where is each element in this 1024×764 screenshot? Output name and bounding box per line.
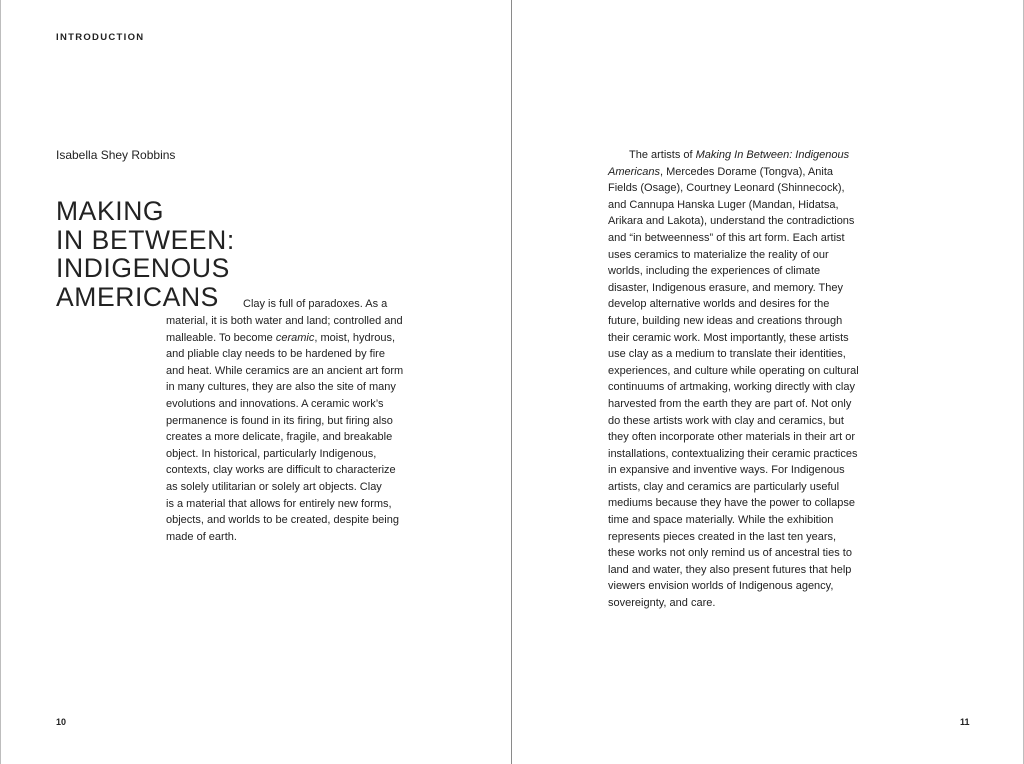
text-line: permanence is found in its firing, but firing also [166, 414, 393, 427]
text-line: installations, contextualizing their ceramic practices [608, 447, 858, 460]
text-line: artists, clay and ceramics are particularly useful [608, 480, 840, 493]
text-segment: , moist, hydrous, [314, 331, 396, 344]
running-head: INTRODUCTION [56, 32, 145, 43]
text-line: object. In historical, particularly Indigenous, [166, 447, 377, 460]
text-segment: , Mercedes Dorame (Tongva), Anita [659, 165, 833, 178]
body-first-line [243, 296, 387, 313]
text-line: Fields (Osage), Courtney Leonard (Shinnecock), [608, 182, 845, 195]
text-line: evolutions and innovations. A ceramic work’s [166, 397, 384, 410]
text-line: continuums of artmaking, working directly with clay [608, 381, 855, 394]
text-line: mediums because they have the power to collapse [608, 497, 856, 510]
text-line: and Cannupa Hanska Luger (Mandan, Hidatsa, [608, 198, 839, 211]
text-line: made of earth. [166, 530, 237, 543]
text-segment: The artists of [629, 149, 696, 161]
text-line [166, 330, 403, 347]
text-line: and “in betweenness” of this art form. Each artist [608, 231, 845, 244]
text-line: viewers envision worlds of Indigenous agency, [608, 580, 834, 593]
text-line: disaster, Indigenous erasure, and memory. They [608, 281, 843, 294]
text-line: experiences, and culture while operating on cultural [608, 364, 859, 377]
text-line: Clay is full of paradoxes. As a [243, 298, 388, 310]
text-line: use clay as a medium to translate their identities, [608, 348, 846, 361]
author-name: Isabella Shey Robbins [56, 148, 176, 162]
essay-title [56, 197, 316, 311]
text-line: contexts, clay works are difficult to characterize [166, 464, 396, 477]
exhibition-title: Making In Between: Indigenous [695, 149, 850, 161]
text-line: material, it is both water and land; controlled and [166, 315, 403, 327]
text-segment: malleable. To become [166, 331, 276, 344]
exhibition-title: Americans [608, 165, 660, 178]
text-line: harvested from the earth they are part of. Not only [608, 397, 852, 410]
text-line [608, 164, 859, 181]
italic-word: ceramic [275, 331, 315, 344]
text-line: their ceramic work. Most importantly, these artists [608, 331, 849, 344]
text-line: and heat. While ceramics are an ancient art form [166, 364, 404, 377]
title-line: AMERICANS [56, 281, 219, 312]
text-line: objects, and worlds to be created, despite being [166, 514, 399, 527]
page-number: 11 [960, 717, 970, 727]
left-body-text [166, 313, 403, 545]
text-line: do these artists work with clay and ceramics, but [608, 414, 844, 427]
text-line: and pliable clay needs to be hardened by fire [166, 348, 385, 361]
title-line: IN BETWEEN: [56, 224, 235, 255]
right-body-text [608, 147, 859, 612]
text-line: is a material that allows for entirely new forms, [166, 497, 392, 510]
text-line: in many cultures, they are also the site of many [166, 381, 396, 394]
left-page [0, 0, 511, 764]
text-line: in expansive and inventive ways. For Indigenous [608, 464, 845, 477]
text-line: represents pieces created in the last ten years, [608, 530, 837, 543]
text-line: develop alternative worlds and desires for the [608, 298, 830, 311]
right-page [512, 0, 1024, 764]
text-line: these works not only remind us of ancestral ties to [608, 547, 852, 560]
text-line: creates a more delicate, fragile, and breakable [166, 431, 393, 444]
text-line: time and space materially. While the exhibition [608, 514, 834, 527]
text-line: worlds, including the experiences of climate [608, 265, 821, 278]
title-line: MAKING [56, 196, 165, 226]
text-line: future, building new ideas and creations through [608, 314, 843, 327]
text-line [608, 147, 859, 164]
text-line: as solely utilitarian or solely art objects. Clay [166, 480, 382, 493]
text-line: sovereignty, and care. [608, 597, 716, 610]
title-line: INDIGENOUS [56, 253, 230, 283]
text-line: Arikara and Lakota), understand the contradictions [608, 215, 855, 228]
text-line: land and water, they also present futures that help [608, 563, 852, 576]
text-line: uses ceramics to materialize the reality of our [608, 248, 829, 261]
text-line: they often incorporate other materials in their art or [608, 431, 856, 444]
page-number: 10 [56, 717, 67, 727]
